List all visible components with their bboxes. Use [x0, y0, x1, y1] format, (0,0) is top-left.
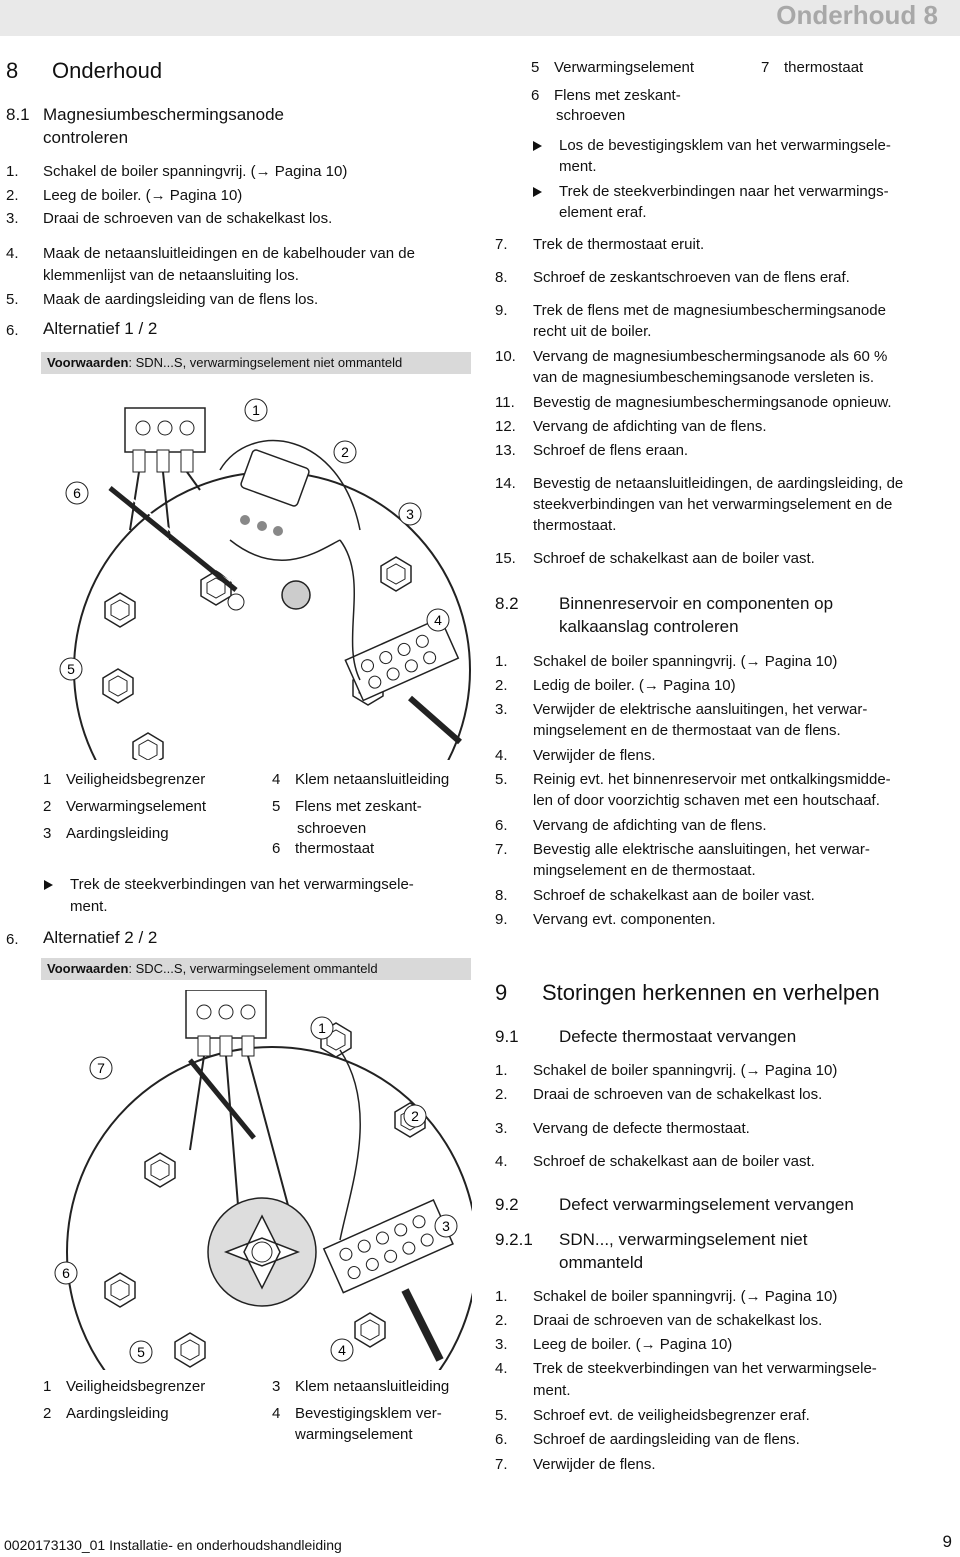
step-number: 8.	[495, 269, 508, 286]
step-text: recht uit de boiler.	[533, 323, 652, 340]
step-text: van de magnesiumbeschemingsanode versleten is.	[533, 369, 875, 386]
step-number: 6.	[6, 322, 19, 339]
step-number: 9.	[495, 911, 508, 928]
step-text: Vervang de afdichting van de flens.	[533, 418, 767, 435]
callout-label: 3	[406, 506, 414, 522]
step-number: 10.	[495, 348, 516, 365]
step-text: Leeg de boiler. (→ Pagina 10)	[43, 187, 243, 204]
step-number: 11.	[495, 394, 515, 411]
step-text: len of door voorzichtig schaven met een houtschaaf.	[533, 792, 880, 809]
step-text: Schroef de zeskantschroeven van de flens eraf.	[533, 269, 850, 286]
legend-number: 4	[272, 1405, 281, 1422]
step-number: 7.	[495, 236, 508, 253]
callout-label: 1	[252, 402, 260, 418]
step-text: Schroef de flens eraan.	[533, 442, 689, 459]
step-number: 6.	[495, 1431, 508, 1448]
step-number: 7.	[495, 1456, 508, 1473]
section-number: 8.1	[6, 105, 30, 124]
step-text: Trek de flens met de magnesiumbeschermingsanode	[533, 302, 886, 319]
callout	[66, 482, 88, 504]
flange-diagram-sdn	[40, 380, 472, 760]
step-text: Draai de schroeven van de schakelkast los.	[533, 1312, 823, 1329]
step-number: 2.	[495, 677, 508, 694]
step-text: Verwijder de elektrische aansluitingen, het verwar-	[533, 701, 868, 718]
step-text: Bevestig de magnesiumbeschermingsanode opnieuw.	[533, 394, 892, 411]
legend-text: Klem netaansluitleiding	[295, 771, 450, 788]
bullet-arrow-icon	[533, 187, 542, 197]
callout	[404, 1105, 426, 1127]
step-number: 1.	[495, 653, 508, 670]
legend-text: Verwarmingselement	[554, 59, 695, 76]
step-number: 1.	[6, 163, 19, 180]
step-number: 4.	[495, 1153, 508, 1170]
page-header-title: Onderhoud 8	[776, 0, 938, 30]
step-number: 7.	[495, 841, 508, 858]
step-number: 5.	[6, 291, 19, 308]
section-title-line1: Binnenreservoir en componenten op	[559, 594, 834, 613]
legend-text: Aardingsleiding	[66, 825, 169, 842]
subsection-title-line2: ommanteld	[559, 1253, 644, 1272]
step-text: Schroef de schakelkast aan de boiler vast.	[533, 550, 815, 567]
legend-text: Klem netaansluitleiding	[295, 1378, 450, 1395]
callout	[130, 1341, 152, 1363]
legend-number: 5	[531, 59, 540, 76]
step-number: 4.	[6, 245, 19, 262]
callout	[311, 1017, 333, 1039]
step-text: Draai de schroeven van de schakelkast los.	[533, 1086, 823, 1103]
legend-text: warmingselement	[295, 1426, 413, 1443]
step-text: Vervang de afdichting van de flens.	[533, 817, 767, 834]
section-title-line2: kalkaanslag controleren	[559, 617, 739, 636]
footer-document-id: 0020173130_01 Installatie- en onderhoudshandleiding	[4, 1537, 342, 1553]
step-text: Ledig de boiler. (→ Pagina 10)	[533, 677, 736, 694]
step-number: 2.	[6, 187, 19, 204]
step-text: Schroef evt. de veiligheidsbegrenzer eraf.	[533, 1407, 810, 1424]
step-number: 3.	[495, 701, 508, 718]
legend-text: Flens met zeskant-	[295, 798, 422, 815]
step-text: Draai de schroeven van de schakelkast los.	[43, 210, 333, 227]
step-text: klemmenlijst van de netaansluiting los.	[43, 267, 299, 284]
legend-number: 4	[272, 771, 281, 788]
section-title-line1: Magnesiumbeschermingsanode	[43, 105, 284, 124]
callout	[399, 503, 421, 525]
section-number: 9.2	[495, 1195, 519, 1214]
callout-label: 4	[338, 1342, 346, 1358]
step-number: 8.	[495, 887, 508, 904]
bullet-text: Trek de steekverbindingen naar het verwarmings-	[559, 183, 889, 200]
step-text: Schroef de schakelkast aan de boiler vast.	[533, 887, 815, 904]
requirements-label: Voorwaarden	[47, 355, 129, 370]
chapter-title: Storingen herkennen en verhelpen	[542, 980, 880, 1005]
step-number: 5.	[495, 771, 508, 788]
step-number: 13.	[495, 442, 516, 459]
legend-text: thermostaat	[295, 840, 375, 857]
legend-number: 3	[43, 825, 52, 842]
callout-label: 2	[411, 1108, 419, 1124]
step-text: Bevestig alle elektrische aansluitingen, het verwar-	[533, 841, 870, 858]
callout	[55, 1262, 77, 1284]
callout-label: 6	[73, 485, 81, 501]
step-text: Vervang evt. componenten.	[533, 911, 716, 928]
legend-number: 2	[43, 798, 52, 815]
step-text: Schakel de boiler spanningvrij. (→ Pagina 10)	[43, 163, 348, 180]
step-text: Trek de thermostaat eruit.	[533, 236, 705, 253]
step-number: 3.	[495, 1120, 508, 1137]
callout	[331, 1339, 353, 1361]
step-number: 4.	[495, 747, 508, 764]
legend-number: 5	[272, 798, 281, 815]
step-text: Schroef de aardingsleiding van de flens.	[533, 1431, 800, 1448]
callout	[90, 1057, 112, 1079]
step-number: 6.	[6, 931, 19, 948]
step-text: Trek de steekverbindingen van het verwarmingsele-	[533, 1360, 877, 1377]
step-text: Vervang de magnesiumbeschermingsanode als 60 %	[533, 348, 888, 365]
bullet-text: Trek de steekverbindingen van het verwarmingsele-	[70, 876, 414, 893]
legend-text: Aardingsleiding	[66, 1405, 169, 1422]
step-number: 5.	[495, 1407, 508, 1424]
callout	[435, 1215, 457, 1237]
callout	[427, 609, 449, 631]
callout	[60, 658, 82, 680]
step-text: Reinig evt. het binnenreservoir met ontkalkingsmidde-	[533, 771, 891, 788]
chapter-number: 8	[6, 58, 19, 83]
step-text: Leeg de boiler. (→ Pagina 10)	[533, 1336, 733, 1353]
legend-text: Veiligheidsbegrenzer	[66, 771, 206, 788]
step-number: 14.	[495, 475, 516, 492]
legend-number: 6	[531, 87, 540, 104]
step-text: Schroef de schakelkast aan de boiler vast.	[533, 1153, 815, 1170]
bullet-text: element eraf.	[559, 204, 647, 221]
step-number: 2.	[495, 1086, 508, 1103]
step-number: 2.	[495, 1312, 508, 1329]
requirements-bar	[41, 958, 471, 980]
alternative-heading: Alternatief 2 / 2	[43, 928, 158, 947]
section-title-line2: controleren	[43, 128, 129, 147]
step-text: Vervang de defecte thermostaat.	[533, 1120, 750, 1137]
legend-text: Veiligheidsbegrenzer	[66, 1378, 206, 1395]
bullet-text: Los de bevestigingsklem van het verwarmingsele-	[559, 137, 891, 154]
bullet-text: ment.	[70, 898, 108, 915]
callout-label: 4	[434, 612, 442, 628]
legend-number: 3	[272, 1378, 281, 1395]
requirements-text: : SDN...S, verwarmingselement niet ommanteld	[128, 355, 403, 370]
legend-number: 7	[761, 59, 770, 76]
step-number: 6.	[495, 817, 508, 834]
callout-label: 6	[62, 1265, 70, 1281]
legend-number: 6	[272, 840, 281, 857]
callout	[245, 399, 267, 421]
section-number: 8.2	[495, 594, 519, 613]
step-text: mingselement en de thermostaat.	[533, 862, 756, 879]
bullet-text: ment.	[559, 158, 597, 175]
step-number: 3.	[6, 210, 19, 227]
flange-diagram-sdc	[40, 990, 472, 1370]
step-text: thermostaat.	[533, 517, 617, 534]
step-number: 1.	[495, 1288, 508, 1305]
step-text: ment.	[533, 1382, 571, 1399]
section-title: Defect verwarmingselement vervangen	[559, 1195, 854, 1214]
step-text: Bevestig de netaansluitleidingen, de aardingsleiding, de	[533, 475, 904, 492]
step-number: 3.	[495, 1336, 508, 1353]
alternative-heading: Alternatief 1 / 2	[43, 319, 158, 338]
bullet-arrow-icon	[44, 880, 53, 890]
callout-label: 5	[137, 1344, 145, 1360]
callout-label: 1	[318, 1020, 326, 1036]
subsection-number: 9.2.1	[495, 1230, 533, 1249]
subsection-title-line1: SDN..., verwarmingselement niet	[559, 1230, 808, 1249]
legend-text: Flens met zeskant-	[554, 87, 681, 104]
legend-number: 2	[43, 1405, 52, 1422]
callout-label: 3	[442, 1218, 450, 1234]
chapter-title: Onderhoud	[52, 58, 163, 83]
section-number: 9.1	[495, 1027, 519, 1046]
step-text: mingselement en de thermostaat van de flens.	[533, 722, 841, 739]
callout	[334, 441, 356, 463]
step-text: steekverbindingen van het verwarmingselement en de	[533, 496, 893, 513]
step-text: Verwijder de flens.	[533, 1456, 656, 1473]
step-number: 4.	[495, 1360, 508, 1377]
step-text: Schakel de boiler spanningvrij. (→ Pagina 10)	[533, 653, 838, 670]
step-number: 12.	[495, 418, 516, 435]
chapter-number: 9	[495, 980, 508, 1005]
requirements-bar	[41, 352, 471, 374]
section-title: Defecte thermostaat vervangen	[559, 1027, 797, 1046]
step-text: Schakel de boiler spanningvrij. (→ Pagina 10)	[533, 1288, 838, 1305]
legend-number: 1	[43, 771, 52, 788]
step-number: 15.	[495, 550, 516, 567]
step-number: 1.	[495, 1062, 508, 1079]
step-text: Verwijder de flens.	[533, 747, 656, 764]
legend-text: schroeven	[556, 107, 626, 124]
legend-text: Bevestigingsklem ver-	[295, 1405, 442, 1422]
step-text: Maak de aardingsleiding van de flens los.	[43, 291, 319, 308]
legend-text: thermostaat	[784, 59, 864, 76]
bullet-arrow-icon	[533, 141, 542, 151]
legend-number: 1	[43, 1378, 52, 1395]
legend-text: schroeven	[297, 820, 367, 837]
requirements-text: : SDC...S, verwarmingselement ommanteld	[128, 961, 378, 976]
callout-label: 5	[67, 661, 75, 677]
callout-label: 2	[341, 444, 349, 460]
legend-text: Verwarmingselement	[66, 798, 207, 815]
callout-label: 7	[97, 1060, 105, 1076]
requirements-label: Voorwaarden	[47, 961, 129, 976]
step-text: Schakel de boiler spanningvrij. (→ Pagina 10)	[533, 1062, 838, 1079]
page-header-band	[0, 0, 960, 36]
footer-page-number: 9	[942, 1532, 952, 1551]
step-number: 9.	[495, 302, 508, 319]
step-text: Maak de netaansluitleidingen en de kabelhouder van de	[43, 245, 415, 262]
